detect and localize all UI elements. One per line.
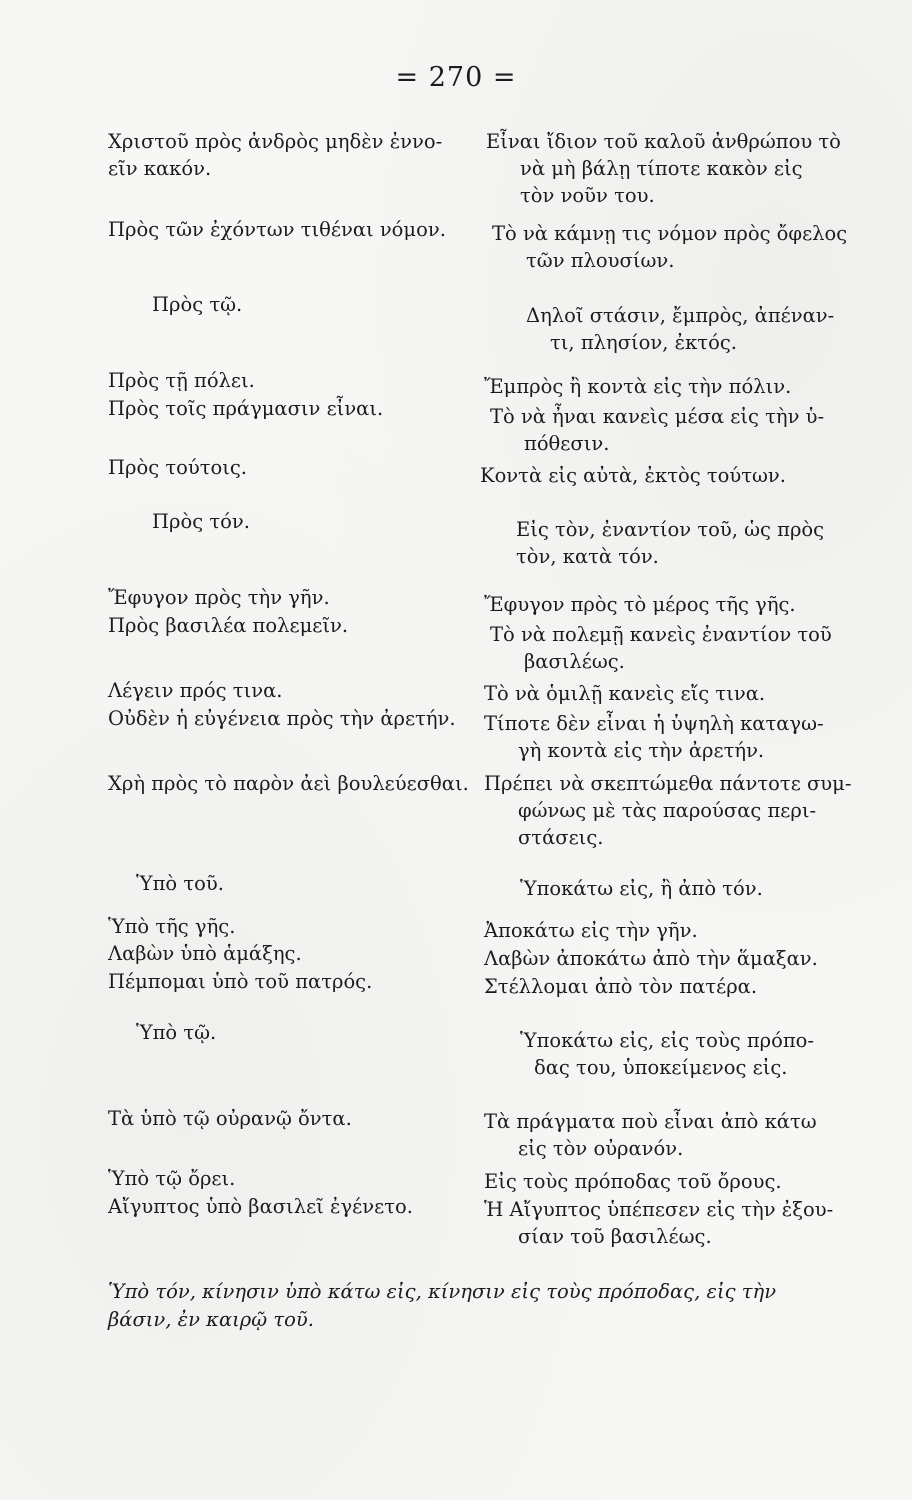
left-entry-line: Τὰ ὑπὸ τῷ οὐρανῷ ὄντα. [108,1107,352,1130]
left-entry-line: Χρὴ πρὸς τὸ παρὸν ἀεὶ βουλεύεσθαι. [108,772,469,795]
left-entry-line: Οὐδὲν ἡ εὐγένεια πρὸς τὴν ἀρετήν. [108,707,456,730]
left-entry-line: Πρὸς τούτοις. [108,456,248,479]
right-entry [484,710,864,764]
right-entry-line: φώνως μὲ τὰς παρούσας περι- [518,799,817,822]
right-entry-line: τῶν πλουσίων. [526,249,675,272]
right-entry-line: Στέλλομαι ἀπὸ τὸν πατέρα. [484,975,758,998]
right-entry-line: Ὑποκάτω εἰς, ἢ ἀπὸ τόν. [520,877,763,900]
right-entry [486,128,866,209]
right-entry-line: Ἔφυγον πρὸς τὸ μέρος τῆς γῆς. [484,593,796,616]
footer-paragraph [108,1278,848,1334]
right-entry [484,945,864,972]
left-entry [136,1019,526,1046]
right-entry-line: νὰ μὴ βάλῃ τίποτε κακὸν εἰς [520,157,803,180]
left-entry [108,705,498,732]
left-entry [108,770,498,797]
left-entry-line: Ὑπὸ τοῦ. [136,872,224,895]
right-entry-line: τὸν, κατὰ τόν. [516,545,659,568]
left-entry [108,584,498,611]
left-entry [152,291,542,318]
right-entry-line: Λαβὼν ἀποκάτω ἀπὸ τὴν ἅμαξαν. [484,947,818,970]
right-entry-line: Εἰς τοὺς πρόποδας τοῦ ὄρους. [484,1170,782,1193]
footer-line: βάσιν, ἐν καιρῷ τοῦ. [108,1308,314,1331]
left-entry [108,968,498,995]
right-entry-line: Ἀποκάτω εἰς τὴν γῆν. [484,919,698,942]
left-entry [108,216,498,243]
right-entry [526,302,906,356]
left-entry [108,1193,498,1220]
right-entry-line: γὴ κοντὰ εἰς τὴν ἀρετήν. [518,739,765,762]
left-entry-line: Πρὸς τῷ. [152,293,243,316]
right-entry [484,770,864,851]
left-entry [108,940,498,967]
right-entry [520,875,900,902]
left-entry-line: Πρὸς τῇ πόλει. [108,369,255,392]
right-entry-line: Δηλοῖ στάσιν, ἔμπρὸς, ἀπέναν- [526,304,835,327]
right-entry [484,973,864,1000]
left-entry [108,128,498,182]
left-entry [108,367,498,394]
right-entry-line: Τὸ νὰ ἦναι κανεὶς μέσα εἰς τὴν ὑ- [490,405,825,428]
left-entry-line: Ὑπὸ τῷ ὄρει. [108,1167,236,1190]
right-entry-line: Κοντὰ εἰς αὐτὰ, ἐκτὸς τούτων. [480,464,786,487]
right-entry [492,220,872,274]
right-entry [484,1108,864,1162]
right-entry [490,621,870,675]
left-entry [108,395,498,422]
left-entry-line: Πρὸς τοῖς πράγμασιν εἶναι. [108,397,384,420]
left-entry [108,454,498,481]
right-entry-line: Ἔμπρὸς ἢ κοντὰ εἰς τὴν πόλιν. [484,375,792,398]
right-entry [484,1196,864,1250]
left-entry-line: Πέμπομαι ὑπὸ τοῦ πατρός. [108,970,373,993]
left-entry-line: Χριστοῦ πρὸς ἀνδρὸς μηδὲν ἐννο- [108,130,443,153]
right-entry [484,680,864,707]
right-entry-line: Τὰ πράγματα ποὺ εἶναι ἀπὸ κάτω [484,1110,817,1133]
left-entry [108,1165,498,1192]
left-entry-line: Λαβὼν ὑπὸ ἁμάξης. [108,942,302,965]
page-number: = 270 = [395,62,517,93]
right-entry-line: Ἡ Αἴγυπτος ὑπέπεσεν εἰς τὴν ἐξου- [484,1198,834,1221]
right-entry-line: Τὸ νὰ κάμνῃ τις νόμον πρὸς ὄφελος [492,222,848,245]
right-entry-line: Τὸ νὰ πολεμῇ κανεὶς ἐναντίον τοῦ [490,623,832,646]
right-entry [520,1027,900,1081]
right-entry-line: Εἶναι ἴδιον τοῦ καλοῦ ἀνθρώπου τὸ [486,130,841,153]
right-entry-line: τὸν νοῦν του. [520,184,655,207]
left-entry-line: Ὑπὸ τῆς γῆς. [108,915,236,938]
left-entry [108,677,498,704]
right-entry-line: πόθεσιν. [524,432,610,455]
right-entry [484,373,864,400]
right-entry [490,403,870,457]
left-entry-line: Πρὸς βασιλέα πολεμεῖν. [108,614,349,637]
footer-line: Ὑπὸ τόν, κίνησιν ὑπὸ κάτω εἰς, κίνησιν εἰς τοὺς πρόποδας, εἰς τὴν [108,1280,777,1303]
right-entry-line: δας του, ὑποκείμενος εἰς. [534,1056,788,1079]
left-entry [108,612,498,639]
right-entry-line: τι, πλησίον, ἐκτός. [550,331,737,354]
left-entry-line: Ἔφυγον πρὸς τὴν γῆν. [108,586,330,609]
left-entry [152,508,542,535]
left-entry [136,870,526,897]
left-entry-line: Αἴγυπτος ὑπὸ βασιλεῖ ἐγένετο. [108,1195,413,1218]
right-entry [516,516,896,570]
right-entry-line: βασιλέως. [524,650,625,673]
left-entry-line: Ὑπὸ τῷ. [136,1021,217,1044]
left-entry-line: Πρὸς τῶν ἐχόντων τιθέναι νόμον. [108,218,446,241]
right-entry [484,917,864,944]
left-entry-line: Πρὸς τόν. [152,510,250,533]
right-entry [484,1168,864,1195]
right-entry-line: Ὑποκάτω εἰς, εἰς τοὺς πρόπο- [520,1029,814,1052]
right-entry-line: εἰς τὸν οὐρανόν. [518,1137,684,1160]
left-entry-line: εῖν κακόν. [108,157,212,180]
left-entry-line: Λέγειν πρός τινα. [108,679,283,702]
right-entry-line: Πρέπει νὰ σκεπτώμεθα πάντοτε συμ- [484,772,852,795]
left-entry [108,1105,498,1132]
right-entry-line: σίαν τοῦ βασιλέως. [518,1225,712,1248]
right-entry-line: Εἰς τὸν, ἐναντίον τοῦ, ὡς πρὸς [516,518,825,541]
left-entry [108,913,498,940]
right-entry-line: στάσεις. [518,826,604,849]
right-entry-line: Τίποτε δὲν εἶναι ἡ ὑψηλὴ καταγω- [484,712,824,735]
right-entry [480,462,860,489]
right-entry-line: Τὸ νὰ ὁμιλῇ κανεὶς εἴς τινα. [484,682,766,705]
right-entry [484,591,864,618]
